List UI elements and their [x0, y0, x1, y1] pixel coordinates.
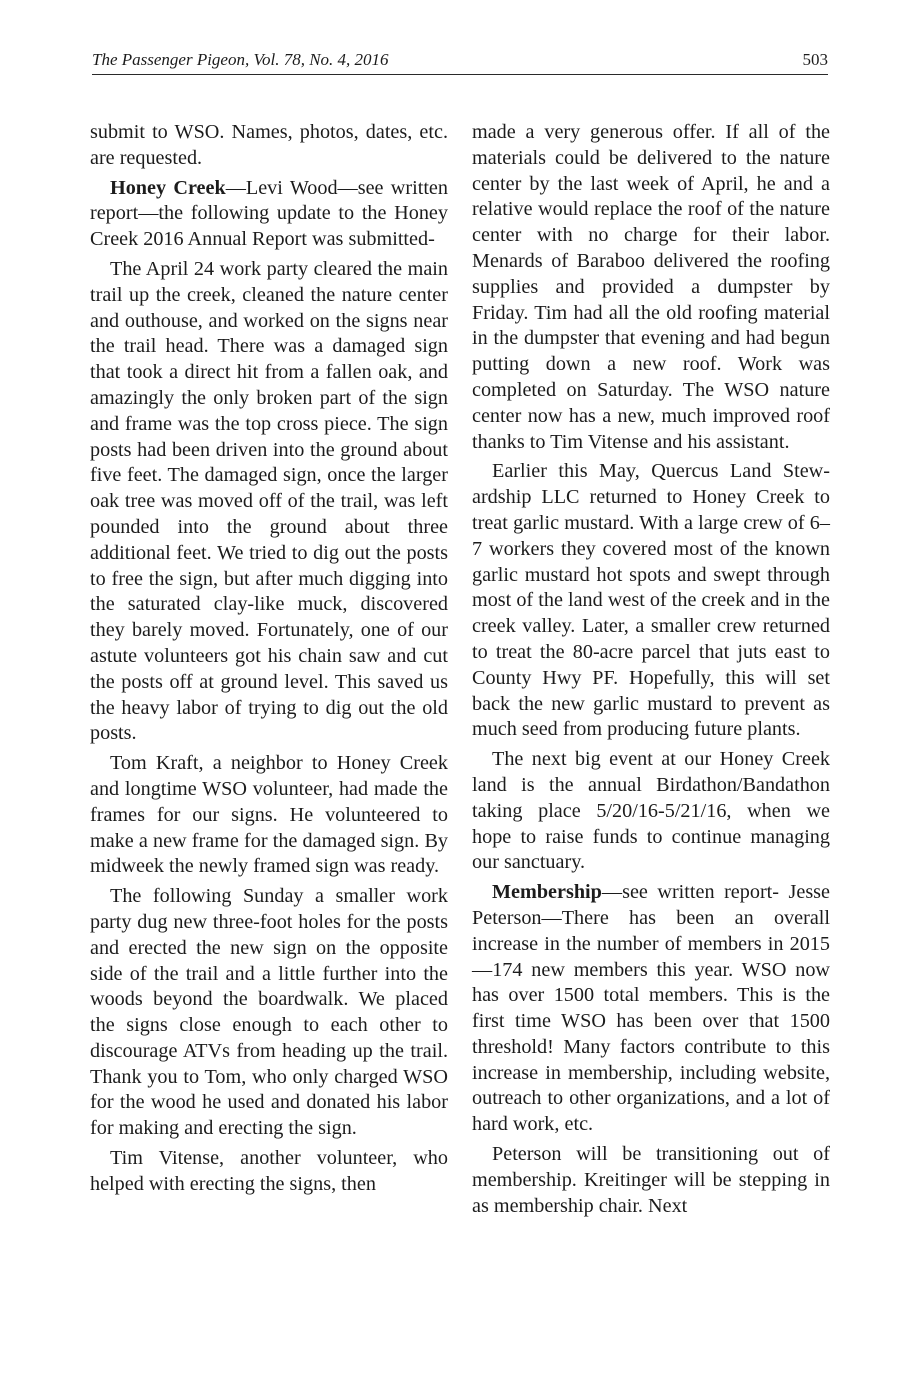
section-lead-honey-creek: Honey Creek	[110, 176, 226, 199]
paragraph: Earlier this May, Quercus Land Stewardship LLC returned to Honey Creek to treat garlic mustard. With a large crew of 6–7 workers they covered most of the known garlic mustard hot spots and swept through most of the land west of the creek and in the creek valley. Later, a smaller crew returned to treat the 80-acre parcel that juts east to County Hwy PF. Hopefully, this will set back the new garlic mustard to prevent as much seed from producing future plants.	[472, 460, 830, 741]
journal-title: The Passenger Pigeon, Vol. 78, No. 4, 2016	[92, 50, 389, 69]
paragraph: The next big event at our Honey Creek land is the annual Birdathon/Bandathon taking place 5/20/16-5/21/16, when we hope to raise funds to continue managing our sanctuary.	[472, 748, 830, 874]
paragraph: submit to WSO. Names, photos, dates, etc. are requested.	[90, 121, 448, 169]
paragraph-honey-creek	[90, 176, 448, 253]
paragraph: Peterson will be transitioning out of membership. Kreitinger will be stepping in as membership chair. Next	[472, 1143, 830, 1217]
right-column	[472, 120, 830, 1223]
running-head	[92, 48, 828, 75]
paragraph-text: —see written report- Jesse Peterson—There has been an overall increase in the number of members in 2015—174 new members this year. WSO now has over 1500 total members. This is the first time WSO has been over that 1500 threshold! Many factors contribute to this increase in membership, including website, outreach to other organizations, and a lot of hard work, etc.	[472, 881, 830, 1136]
section-lead-membership: Membership	[492, 881, 602, 904]
paragraph: The following Sunday a smaller work party dug new three-foot holes for the posts and erected the new sign on the opposite side of the trail and a little further into the woods beyond the boardwalk. We placed the signs close enough to each other to discourage ATVs from heading up the trail. Thank you to Tom, who only charged WSO for the wood he used and donated his labor for making and erecting the sign.	[90, 885, 448, 1140]
paragraph: The April 24 work party cleared the main trail up the creek, cleaned the nature center and outhouse, and worked on the signs near the trail head. There was a damaged sign that took a direct hit from a fallen oak, and amazingly the only broken part of the sign and frame was the top cross piece. The sign posts had been driven into the ground about five feet. The damaged sign, once the larger oak tree was moved off of the trail, was left pounded into the ground about three additional feet. We tried to dig out the posts to free the sign, but after much digging into the saturated clay-like muck, discovered they barely moved. Fortunately, one of our astute volunteers got his chain saw and cut the posts off at ground level. This saved us the heavy labor of trying to dig out the old posts.	[90, 257, 448, 745]
paragraph-text: —Levi Wood—see written report—the following update to the Honey Creek 2016 Annual Report was submitted-	[90, 176, 448, 251]
paragraph: Tom Kraft, a neighbor to Honey Creek and longtime WSO volunteer, had made the frames for our signs. He volunteered to make a new frame for the damaged sign. By midweek the newly framed sign was ready.	[90, 752, 448, 878]
left-column	[90, 120, 448, 1202]
paragraph: Tim Vitense, another volunteer, who helped with erecting the signs, then	[90, 1147, 448, 1195]
paragraph: made a very generous offer. If all of the materials could be delivered to the nature center by the last week of April, he and a relative would replace the roof of the nature center with no charge for their labor. Menards of Baraboo delivered the roofing supplies and provided a dumpster by Friday. Tim had all the old roofing material in the dumpster that evening and had begun putting down a new roof. Work was completed on Saturday. The WSO nature center now has a new, much improved roof thanks to Tim Vitense and his assistant.	[472, 121, 830, 453]
paragraph-membership	[472, 880, 830, 1138]
page-number: 503	[802, 50, 828, 69]
